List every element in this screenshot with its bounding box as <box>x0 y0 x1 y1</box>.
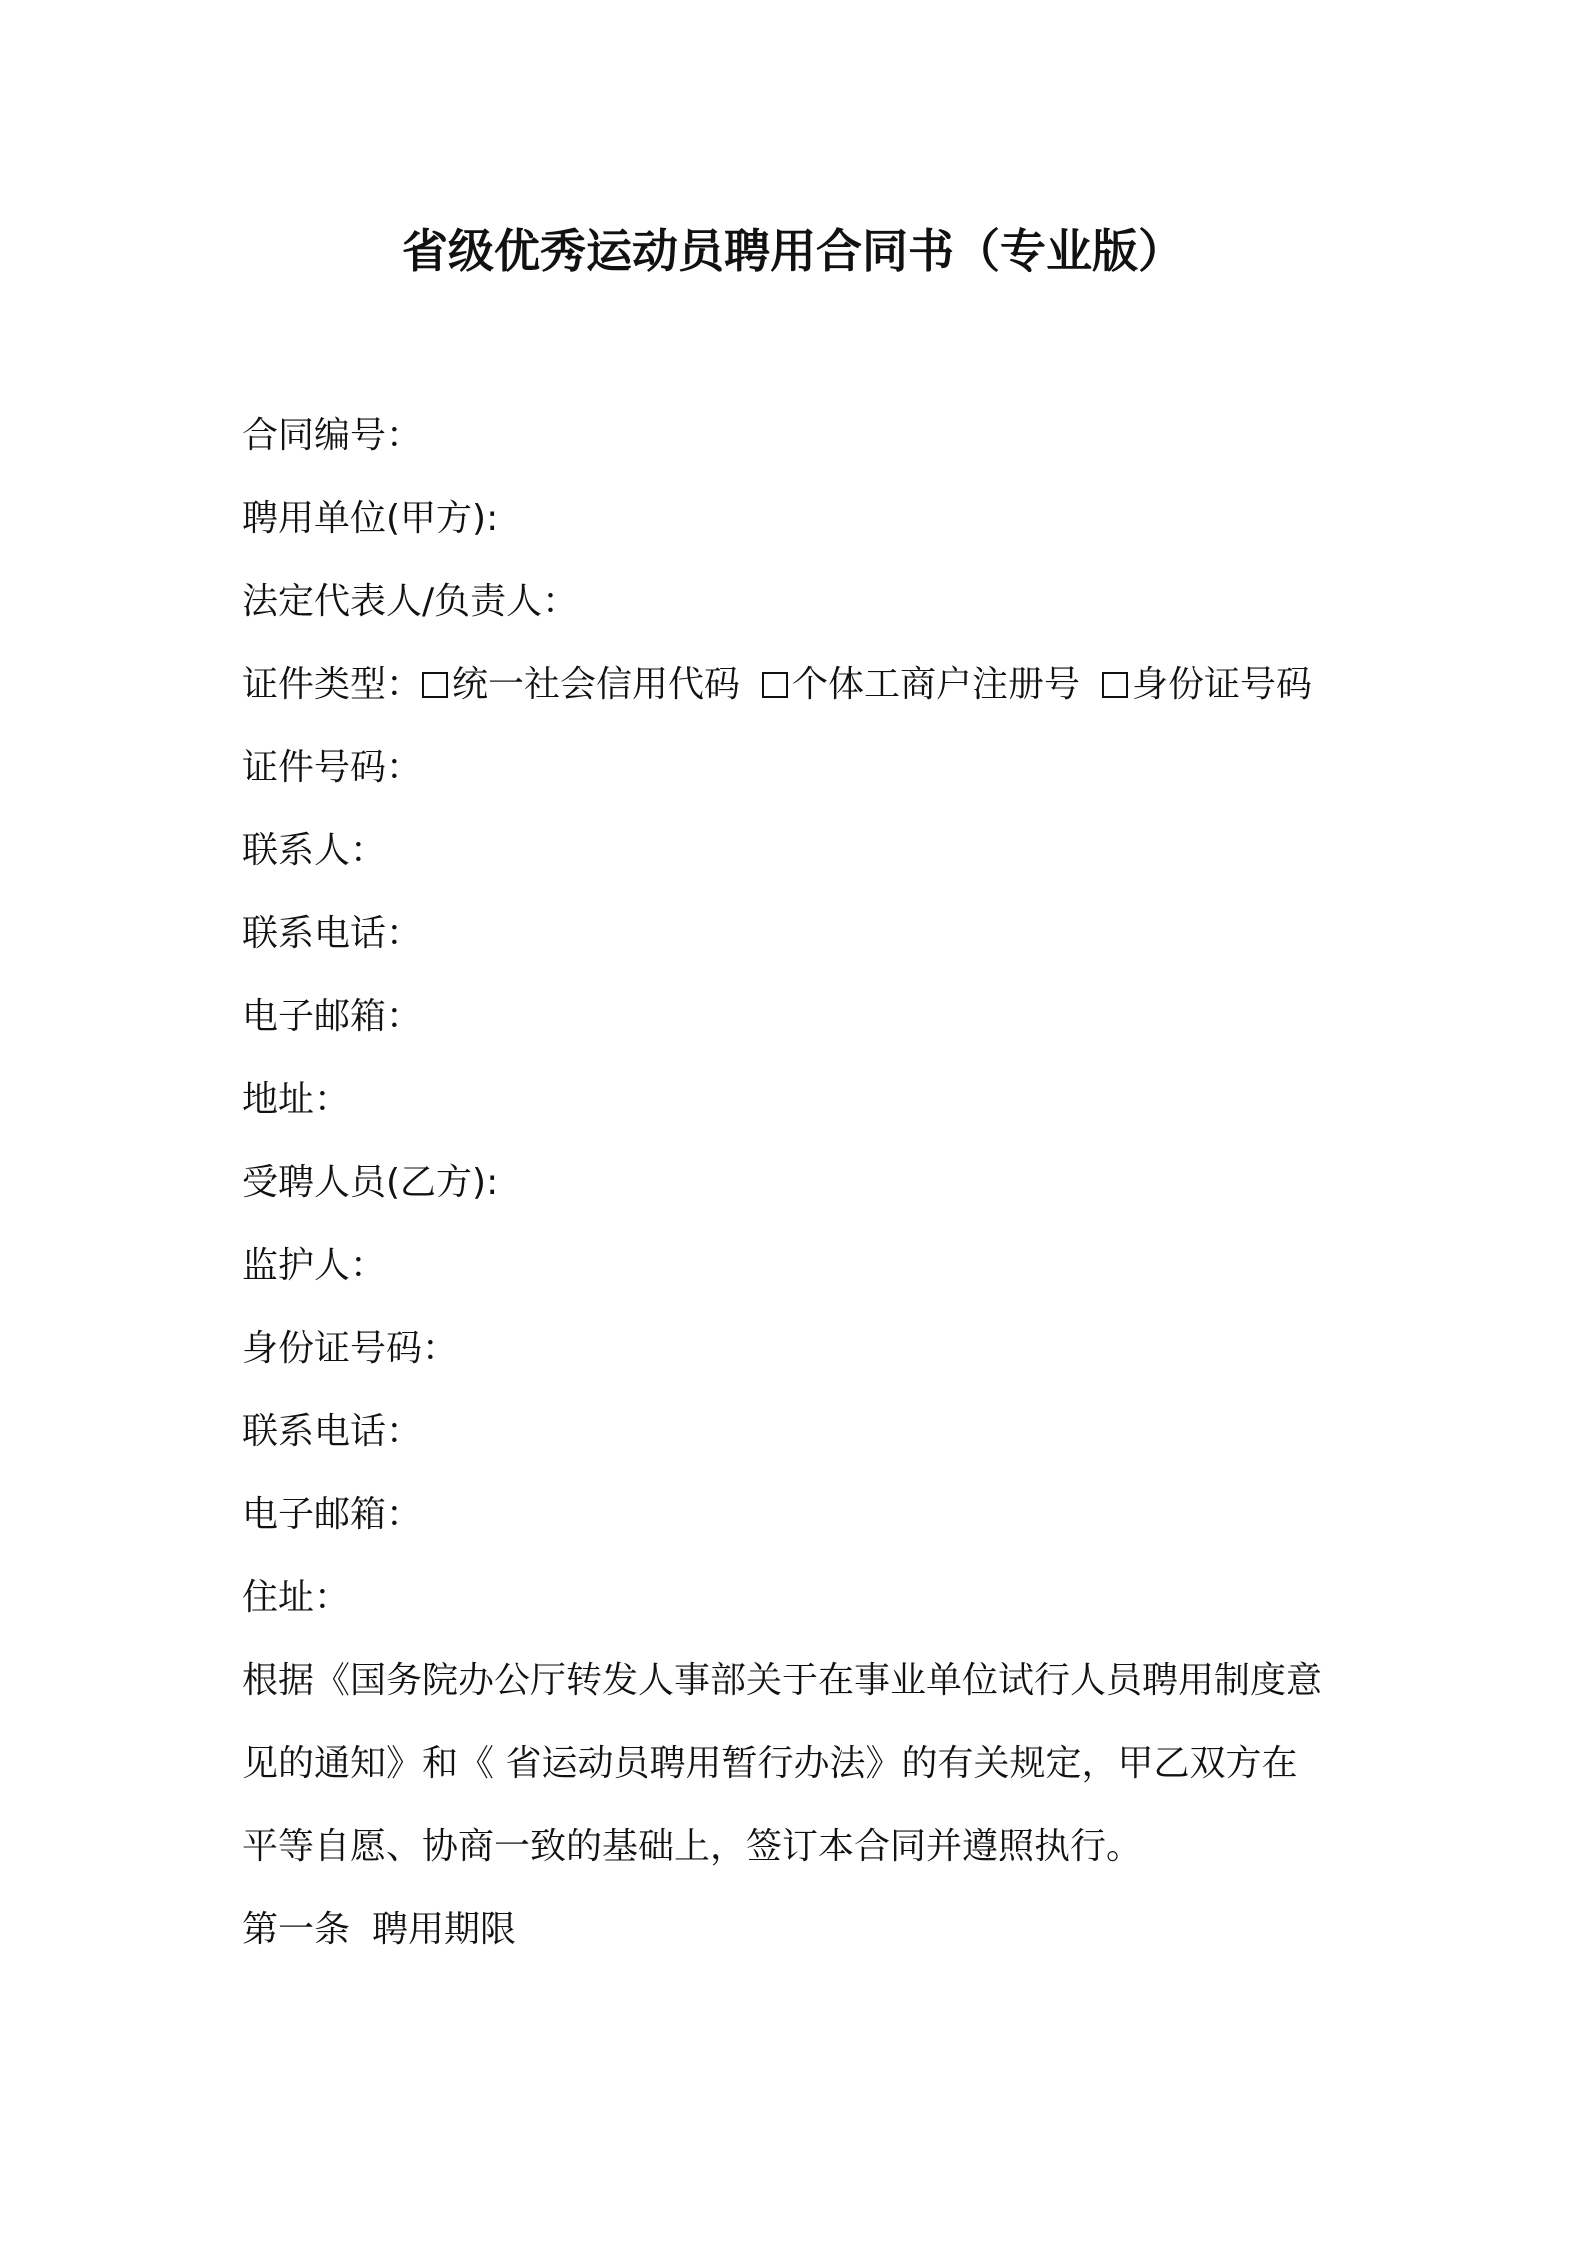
field-label: 地址： <box>242 1079 351 1120</box>
id-type-option-credit-code[interactable] <box>422 664 740 705</box>
field-employer-email <box>242 989 1362 1072</box>
checkbox-icon[interactable] <box>1102 672 1128 698</box>
field-employee-phone <box>242 1404 1362 1487</box>
preamble-line: 根据《国务院办公厅转发人事部关于在事业单位试行人员聘用制度意 <box>242 1660 1323 1701</box>
field-guardian <box>242 1238 1362 1321</box>
field-label: 受聘人员(乙方): <box>242 1162 499 1203</box>
preamble-line: 见的通知》和《 省运动员聘用暂行办法》的有关规定，甲乙双方在 <box>242 1743 1298 1784</box>
field-employee-email <box>242 1487 1362 1570</box>
field-label: 联系电话： <box>242 913 423 954</box>
field-label: 身份证号码： <box>242 1328 459 1369</box>
field-employee <box>242 1155 1362 1238</box>
field-label: 法定代表人/负责人： <box>242 581 579 622</box>
field-label: 合同编号： <box>242 415 423 456</box>
preamble-paragraph <box>242 1653 1360 1902</box>
field-employer-address <box>242 1072 1362 1155</box>
field-label: 聘用单位(甲方): <box>242 498 499 539</box>
field-label: 证件类型： <box>242 664 423 705</box>
field-employer-phone <box>242 906 1362 989</box>
article-1-heading <box>242 1902 1362 1985</box>
field-label: 住址： <box>242 1577 351 1618</box>
option-label: 身份证号码 <box>1132 664 1313 705</box>
field-label: 联系人： <box>242 830 387 871</box>
field-contact-person <box>242 823 1362 906</box>
field-label: 电子邮箱： <box>242 1494 423 1535</box>
field-label: 联系电话： <box>242 1411 423 1452</box>
document-title: 省级优秀运动员聘用合同书（专业版） <box>402 224 1184 278</box>
preamble-line: 平等自愿、协商一致的基础上，签订本合同并遵照执行。 <box>242 1826 1143 1867</box>
article-number: 第一条 <box>242 1909 351 1950</box>
option-label: 个体工商户注册号 <box>792 664 1081 705</box>
field-legal-representative <box>242 574 1362 657</box>
field-id-number <box>242 740 1362 823</box>
field-label: 证件号码： <box>242 747 423 788</box>
checkbox-icon[interactable] <box>422 672 448 698</box>
field-label: 电子邮箱： <box>242 996 423 1037</box>
field-label: 监护人： <box>242 1245 387 1286</box>
field-employer <box>242 491 1362 574</box>
id-type-option-business-registration[interactable] <box>762 664 1080 705</box>
checkbox-icon[interactable] <box>762 672 788 698</box>
document-body <box>242 408 1362 1985</box>
field-employee-address <box>242 1570 1362 1653</box>
id-type-option-id-card[interactable] <box>1102 664 1312 705</box>
field-contract-number <box>242 408 1362 491</box>
field-id-type <box>242 657 1362 740</box>
field-employee-id-number <box>242 1321 1362 1404</box>
option-label: 统一社会信用代码 <box>452 664 741 705</box>
article-title: 聘用期限 <box>372 1909 517 1950</box>
